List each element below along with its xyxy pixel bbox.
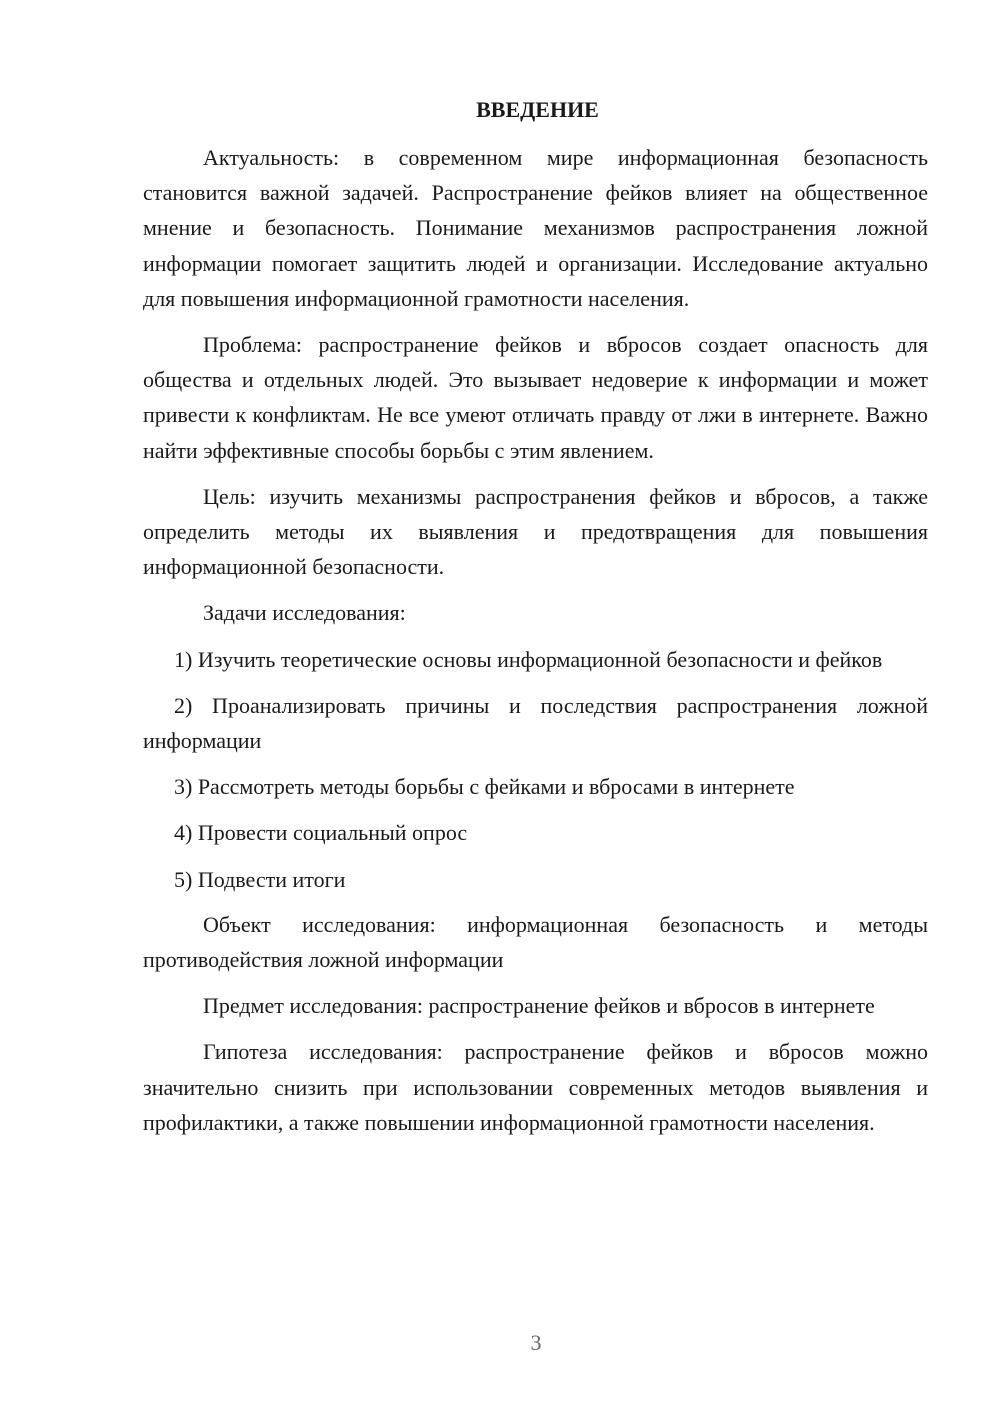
subject-paragraph: Предмет исследования: распространение фейков и вбросов в интернете (203, 993, 875, 1019)
problem-paragraph: Проблема: распространение фейков и вбросов создает опасность для общества и отдельных людей. Это вызывает недоверие к информации и может привести к конфликтам. Не все умеют отличать правду от лжи в интернете. Важно найти эффективные способы борьбы с этим явлением. (143, 332, 928, 463)
relevance-paragraph: Актуальность: в современном мире информационная безопасность становится важной задачей. Распространение фейков влияет на общественное мнение и безопасность. Понимание механизмов распространения ложной информации помогает защитить людей и организации. Исследование актуально для повышения информационной грамотности населения. (143, 145, 928, 311)
object-paragraph: Объект исследования: информационная безопасность и методы противодействия ложной информации (143, 911, 928, 973)
task-item: 4) Провести социальный опрос (174, 820, 468, 846)
tasks-title: Задачи исследования: (203, 600, 406, 626)
task-item: 2) Проанализировать причины и последствия распространения ложной информации (143, 692, 928, 754)
task-item: 1) Изучить теоретические основы информационной безопасности и фейков (174, 646, 883, 672)
section-heading: ВВЕДЕНИЕ (476, 97, 599, 122)
document-page (143, 92, 928, 1151)
goal-paragraph: Цель: изучить механизмы распространения фейков и вбросов, а также определить методы их выявления и предотвращения для повышения информационной безопасности. (143, 483, 928, 580)
task-item: 3) Рассмотреть методы борьбы с фейками и вбросами в интернете (174, 774, 795, 800)
task-item: 5) Подвести итоги (174, 866, 346, 892)
hypothesis-paragraph: Гипотеза исследования: распространение фейков и вбросов можно значительно снизить при использовании современных методов выявления и профилактики, а также повышении информационной грамотности населения. (143, 1039, 928, 1135)
page-number: 3 (530, 1330, 542, 1355)
